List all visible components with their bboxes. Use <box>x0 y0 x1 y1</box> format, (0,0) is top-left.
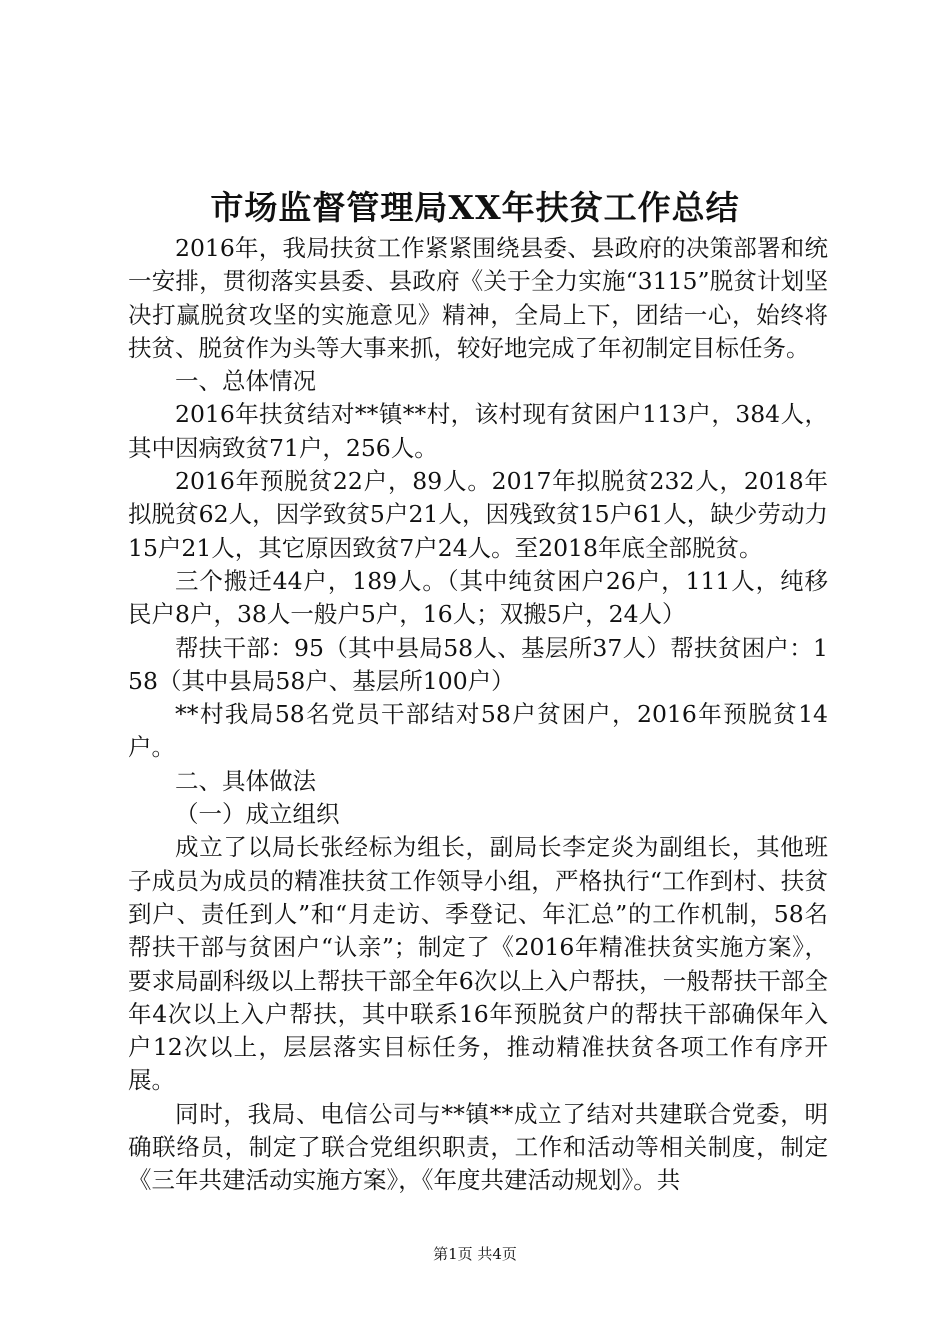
paragraph-village-pairing: 2016年扶贫结对**镇**村，该村现有贫困户113户，384人，其中因病致贫71户，256人。 <box>128 400 828 462</box>
document-body <box>128 232 828 1198</box>
paragraph-poverty-plan: 2016年预脱贫22户，89人。2017年拟脱贫232人，2018年拟脱贫62人，因学致贫5户21人，因残致贫15户61人，缺少劳动力15户21人，其它原因致贫7户24人。至2018年底全部脱贫。 <box>128 467 828 562</box>
paragraph-joint-party-committee: 同时，我局、电信公司与**镇**成立了结对共建联合党委，明确联络员，制定了联合党组织职责，工作和活动等相关制度，制定《三年共建活动实施方案》，《年度共建活动规划》。共 <box>128 1099 828 1195</box>
document-title: 市场监督管理局XX年扶贫工作总结 <box>210 188 740 227</box>
paragraph-party-members: **村我局58名党员干部结对58户贫困户，2016年预脱贫14户。 <box>128 700 828 762</box>
paragraph-leading-group: 成立了以局长张经标为组长，副局长李定炎为副组长，其他班子成员为成员的精准扶贫工作领导小组，严格执行“工作到村、扶贫到户、责任到人”和“月走访、季登记、年汇总”的工作机制，58名帮扶干部与贫困户“认亲”；制定了《2016年精准扶贫实施方案》，要求局副科级以上帮扶干部全年6次以上入户帮扶，一般帮扶干部全年4次以上入户帮扶，其中联系16年预脱贫户的帮扶干部确保年入户12次以上，层层落实目标任务，推动精准扶贫各项工作有序开展。 <box>128 833 828 1095</box>
page-footer: 第1页 共4页 <box>433 1245 517 1263</box>
subheading-organization: （一）成立组织 <box>175 800 340 829</box>
heading-overview: 一、总体情况 <box>175 367 316 396</box>
paragraph-cadres: 帮扶干部：95（其中县局58人、基层所37人）帮扶贫困户：158（其中县局58户、基层所100户） <box>128 633 828 695</box>
paragraph-intro: 2016年，我局扶贫工作紧紧围绕县委、县政府的决策部署和统一安排，贯彻落实县委、县政府《关于全力实施“3115”脱贫计划坚决打赢脱贫攻坚的实施意见》精神，全局上下，团结一心，始终将扶贫、脱贫作为头等大事来抓，较好地完成了年初制定目标任务。 <box>128 234 828 362</box>
paragraph-relocation: 三个搬迁44户，189人。（其中纯贫困户26户，111人，纯移民户8户，38人一般户5户，16人；双搬5户，24人） <box>128 566 828 629</box>
heading-measures: 二、具体做法 <box>175 766 316 795</box>
